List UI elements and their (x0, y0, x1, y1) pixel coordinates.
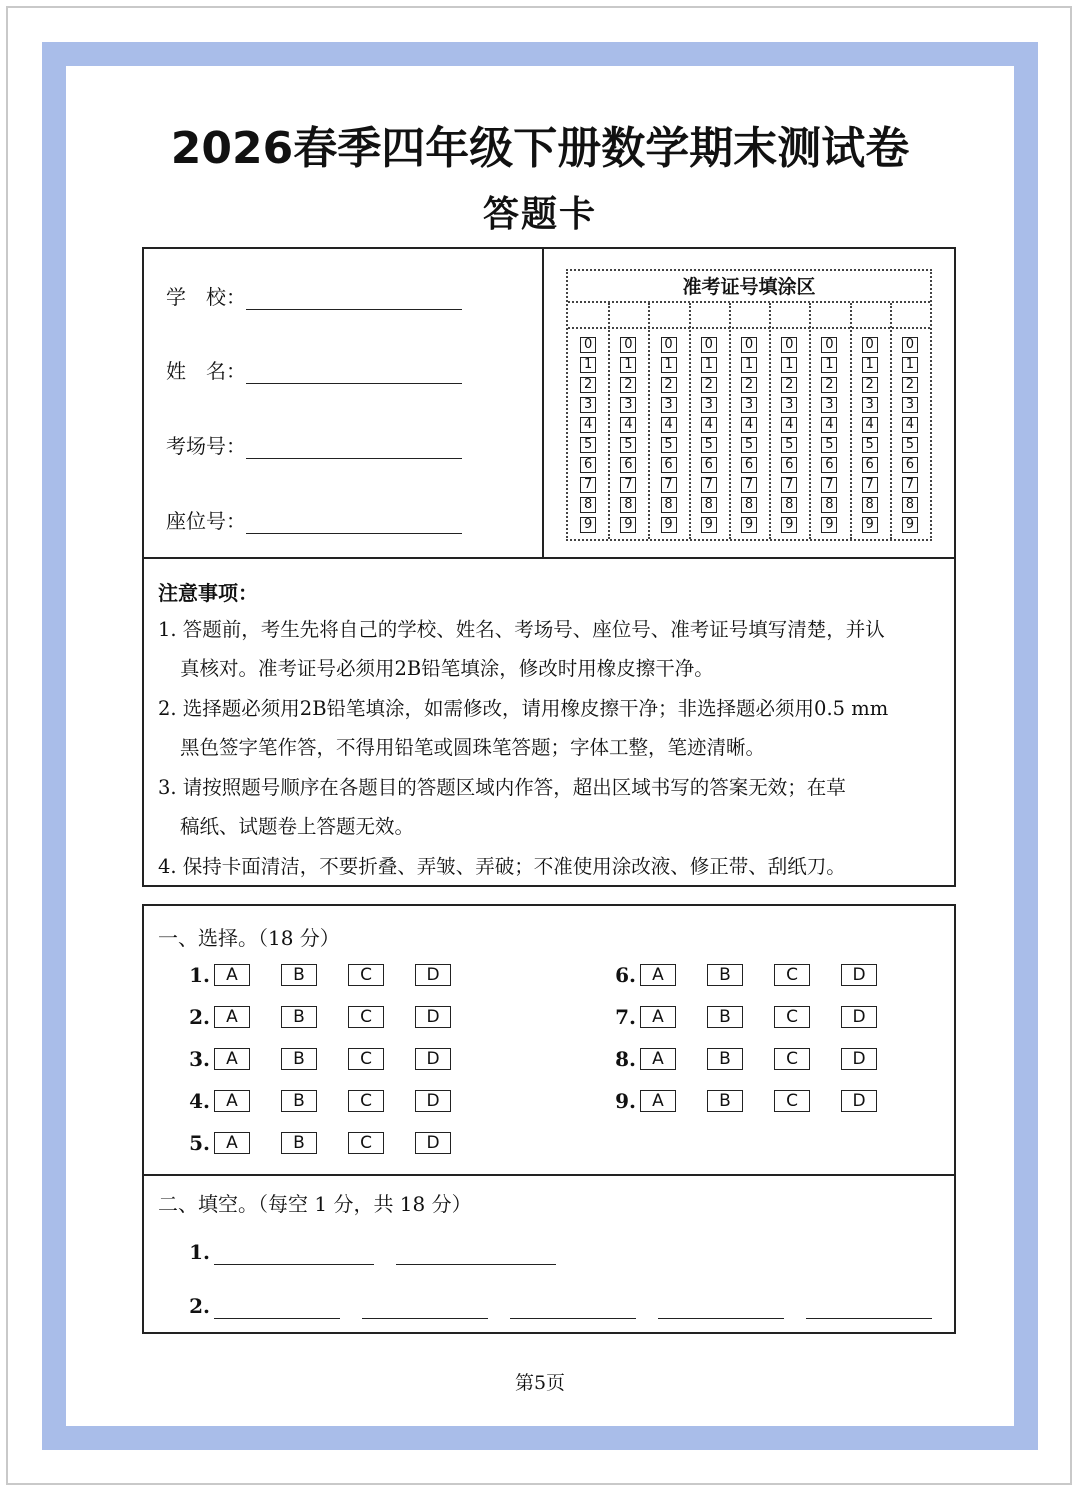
ticket-digit-bubble[interactable]: 0 (902, 337, 918, 353)
ticket-digit-bubble[interactable]: 1 (902, 357, 918, 373)
choice-option-d-bubble[interactable]: D (415, 1132, 451, 1154)
ticket-digit-bubble[interactable]: 7 (902, 477, 918, 493)
student-info-box (142, 247, 956, 559)
choice-question-number: 9. (615, 1089, 636, 1113)
school-field[interactable] (166, 281, 462, 310)
ticket-digit-bubble[interactable]: 5 (661, 437, 677, 453)
ticket-digit-bubble[interactable]: 2 (862, 377, 878, 393)
ticket-digit-bubble[interactable]: 0 (741, 337, 757, 353)
seat-field[interactable] (166, 505, 462, 534)
ticket-digit-bubble[interactable]: 6 (620, 457, 636, 473)
choice-option-d-bubble[interactable]: D (841, 1090, 877, 1112)
ticket-number-grid (566, 269, 932, 541)
ticket-digit-bubble[interactable]: 5 (902, 437, 918, 453)
name-field[interactable] (166, 355, 462, 384)
ticket-digit-bubble[interactable]: 5 (701, 437, 717, 453)
ticket-digit-bubble[interactable]: 9 (620, 517, 636, 533)
ticket-digit-bubble[interactable]: 8 (862, 497, 878, 513)
exam-room-field[interactable] (166, 430, 462, 459)
ticket-digit-bubble[interactable]: 7 (821, 477, 837, 493)
ticket-digit-bubble[interactable]: 8 (661, 497, 677, 513)
ticket-digit-bubble[interactable]: 6 (661, 457, 677, 473)
note-line: 1. 答题前，考生先将自己的学校、姓名、考场号、座位号、准考证号填写清楚，并认 (158, 618, 885, 641)
exam-room-label: 考场号： (166, 434, 246, 458)
choice-option-a-bubble[interactable]: A (640, 964, 676, 986)
choice-option-d-bubble[interactable]: D (415, 964, 451, 986)
ticket-digit-bubble[interactable]: 7 (620, 477, 636, 493)
ticket-column-divider (850, 303, 852, 539)
ticket-digit-bubble[interactable]: 0 (620, 337, 636, 353)
choice-option-b-bubble[interactable]: B (707, 964, 743, 986)
ticket-column-divider (608, 303, 610, 539)
ticket-digit-bubble[interactable]: 8 (902, 497, 918, 513)
ticket-digit-bubble[interactable]: 1 (862, 357, 878, 373)
ticket-digit-bubble[interactable]: 2 (741, 377, 757, 393)
ticket-digit-bubble[interactable]: 6 (701, 457, 717, 473)
school-input-line[interactable] (246, 285, 462, 310)
ticket-column-divider (890, 303, 892, 539)
ticket-digit-bubble[interactable]: 1 (701, 357, 717, 373)
ticket-digit-bubble[interactable]: 7 (781, 477, 797, 493)
choice-option-a-bubble[interactable]: A (214, 1048, 250, 1070)
ticket-digit-bubble[interactable]: 8 (821, 497, 837, 513)
choice-question-number: 5. (189, 1131, 210, 1155)
ticket-digit-bubble[interactable]: 7 (862, 477, 878, 493)
ticket-digit-bubble[interactable]: 9 (862, 517, 878, 533)
ticket-digit-bubble[interactable]: 4 (701, 417, 717, 433)
choice-option-a-bubble[interactable]: A (640, 1048, 676, 1070)
ticket-digit-bubble[interactable]: 9 (580, 517, 596, 533)
ticket-write-row[interactable] (568, 303, 930, 329)
answers-box (142, 904, 956, 1334)
ticket-digit-bubble[interactable]: 6 (821, 457, 837, 473)
choice-question-number: 4. (189, 1089, 210, 1113)
ticket-digit-bubble[interactable]: 5 (580, 437, 596, 453)
fill-blank-line[interactable] (362, 1316, 488, 1319)
ticket-digit-bubble[interactable]: 5 (821, 437, 837, 453)
ticket-digit-bubble[interactable]: 0 (580, 337, 596, 353)
ticket-digit-bubble[interactable]: 3 (580, 397, 596, 413)
choice-option-d-bubble[interactable]: D (415, 1048, 451, 1070)
choice-option-a-bubble[interactable]: A (640, 1090, 676, 1112)
choice-option-b-bubble[interactable]: B (281, 1132, 317, 1154)
choice-option-a-bubble[interactable]: A (640, 1006, 676, 1028)
ticket-digit-bubble[interactable]: 0 (821, 337, 837, 353)
ticket-digit-bubble[interactable]: 2 (661, 377, 677, 393)
section-divider (144, 1174, 954, 1176)
choice-option-c-bubble[interactable]: C (348, 1132, 384, 1154)
ticket-column-divider (809, 303, 811, 539)
ticket-digit-bubble[interactable]: 3 (620, 397, 636, 413)
seat-input-line[interactable] (246, 509, 462, 534)
ticket-digit-bubble[interactable]: 8 (701, 497, 717, 513)
choice-option-d-bubble[interactable]: D (841, 1006, 877, 1028)
choice-option-d-bubble[interactable]: D (841, 1048, 877, 1070)
note-line: 黑色签字笔作答，不得用铅笔或圆珠笔答题；字体工整，笔迹清晰。 (180, 736, 766, 759)
choice-question-number: 2. (189, 1005, 210, 1029)
note-line: 真核对。准考证号必须用2B铅笔填涂，修改时用橡皮擦干净。 (180, 657, 714, 680)
choice-option-d-bubble[interactable]: D (415, 1006, 451, 1028)
ticket-digit-bubble[interactable]: 3 (661, 397, 677, 413)
choice-option-b-bubble[interactable]: B (707, 1048, 743, 1070)
note-line: 3. 请按照题号顺序在各题目的答题区域内作答，超出区域书写的答案无效；在草 (158, 776, 846, 799)
fill-blank-line[interactable] (658, 1316, 784, 1319)
fill-blank-line[interactable] (510, 1316, 636, 1319)
choice-question-number: 6. (615, 963, 636, 987)
exam-title: 2026春季四年级下册数学期末测试卷 (170, 123, 910, 174)
ticket-digit-bubble[interactable]: 3 (741, 397, 757, 413)
ticket-digit-bubble[interactable]: 2 (701, 377, 717, 393)
section-fill-title: 二、填空。（每空 1 分，共 18 分） (158, 1192, 472, 1216)
ticket-digit-bubble[interactable]: 7 (701, 477, 717, 493)
ticket-digit-bubble[interactable]: 1 (741, 357, 757, 373)
ticket-digit-bubble[interactable]: 1 (620, 357, 636, 373)
choice-option-b-bubble[interactable]: B (281, 1048, 317, 1070)
choice-option-a-bubble[interactable]: A (214, 1006, 250, 1028)
notes-box (142, 557, 956, 887)
ticket-digit-bubble[interactable]: 6 (741, 457, 757, 473)
choice-option-a-bubble[interactable]: A (214, 1132, 250, 1154)
ticket-digit-bubble[interactable]: 2 (580, 377, 596, 393)
choice-option-d-bubble[interactable]: D (841, 964, 877, 986)
name-input-line[interactable] (246, 359, 462, 384)
ticket-digit-bubble[interactable]: 3 (781, 397, 797, 413)
choice-question-number: 1. (189, 963, 210, 987)
seat-label: 座位号： (166, 509, 246, 533)
ticket-digit-bubble[interactable]: 2 (781, 377, 797, 393)
choice-option-b-bubble[interactable]: B (281, 1006, 317, 1028)
choice-option-c-bubble[interactable]: C (774, 1048, 810, 1070)
ticket-digit-bubble[interactable]: 1 (821, 357, 837, 373)
ticket-digit-bubble[interactable]: 0 (781, 337, 797, 353)
ticket-digit-bubble[interactable]: 5 (862, 437, 878, 453)
ticket-digit-bubble[interactable]: 9 (821, 517, 837, 533)
choice-option-a-bubble[interactable]: A (214, 964, 250, 986)
ticket-column-divider (729, 303, 731, 539)
choice-option-b-bubble[interactable]: B (707, 1006, 743, 1028)
ticket-digit-bubble[interactable]: 3 (701, 397, 717, 413)
ticket-digit-bubble[interactable]: 3 (862, 397, 878, 413)
ticket-digit-bubble[interactable]: 9 (902, 517, 918, 533)
info-divider (542, 249, 544, 557)
fill-blank-line[interactable] (214, 1316, 340, 1319)
choice-option-c-bubble[interactable]: C (774, 964, 810, 986)
fill-question-number: 1. (189, 1240, 210, 1264)
ticket-digit-bubble[interactable]: 5 (781, 437, 797, 453)
ticket-digit-bubble[interactable]: 0 (862, 337, 878, 353)
ticket-digit-bubble[interactable]: 2 (821, 377, 837, 393)
ticket-digit-bubble[interactable]: 9 (781, 517, 797, 533)
ticket-digit-bubble[interactable]: 4 (661, 417, 677, 433)
choice-option-b-bubble[interactable]: B (707, 1090, 743, 1112)
ticket-digit-bubble[interactable]: 9 (701, 517, 717, 533)
section-choice-title: 一、选择。（18 分） (158, 926, 340, 950)
choice-option-c-bubble[interactable]: C (348, 964, 384, 986)
fill-blank-line[interactable] (214, 1262, 374, 1265)
ticket-digit-bubble[interactable]: 6 (862, 457, 878, 473)
ticket-digit-bubble[interactable]: 9 (661, 517, 677, 533)
ticket-digit-bubble[interactable]: 5 (620, 437, 636, 453)
ticket-digit-bubble[interactable]: 1 (580, 357, 596, 373)
ticket-column-divider (769, 303, 771, 539)
ticket-digit-bubble[interactable]: 4 (580, 417, 596, 433)
fill-blank-line[interactable] (396, 1262, 556, 1265)
ticket-digit-bubble[interactable]: 7 (580, 477, 596, 493)
ticket-digit-bubble[interactable]: 2 (620, 377, 636, 393)
ticket-digit-bubble[interactable]: 5 (741, 437, 757, 453)
ticket-digit-bubble[interactable]: 8 (741, 497, 757, 513)
ticket-digit-bubble[interactable]: 4 (741, 417, 757, 433)
choice-option-c-bubble[interactable]: C (774, 1090, 810, 1112)
ticket-digit-bubble[interactable]: 4 (902, 417, 918, 433)
ticket-digit-bubble[interactable]: 1 (661, 357, 677, 373)
ticket-digit-bubble[interactable]: 3 (902, 397, 918, 413)
ticket-digit-bubble[interactable]: 1 (781, 357, 797, 373)
choice-option-a-bubble[interactable]: A (214, 1090, 250, 1112)
note-line: 稿纸、试题卷上答题无效。 (180, 815, 415, 838)
ticket-digit-bubble[interactable]: 0 (661, 337, 677, 353)
fill-question-number: 2. (189, 1294, 210, 1318)
exam-room-input-line[interactable] (246, 434, 462, 459)
choice-question-number: 3. (189, 1047, 210, 1071)
choice-option-b-bubble[interactable]: B (281, 1090, 317, 1112)
ticket-grid-title: 准考证号填涂区 (568, 271, 930, 303)
ticket-digit-bubble[interactable]: 8 (620, 497, 636, 513)
ticket-digit-bubble[interactable]: 4 (862, 417, 878, 433)
ticket-digit-bubble[interactable]: 4 (620, 417, 636, 433)
answer-card-subtitle: 答题卡 (482, 194, 597, 235)
ticket-digit-bubble[interactable]: 3 (821, 397, 837, 413)
ticket-digit-bubble[interactable]: 8 (781, 497, 797, 513)
ticket-column-divider (648, 303, 650, 539)
ticket-digit-bubble[interactable]: 2 (902, 377, 918, 393)
ticket-digit-bubble[interactable]: 4 (821, 417, 837, 433)
ticket-digit-bubble[interactable]: 0 (701, 337, 717, 353)
ticket-digit-bubble[interactable]: 6 (781, 457, 797, 473)
choice-option-c-bubble[interactable]: C (348, 1048, 384, 1070)
ticket-digit-bubble[interactable]: 6 (902, 457, 918, 473)
name-label: 姓 名： (166, 359, 246, 383)
ticket-digit-bubble[interactable]: 8 (580, 497, 596, 513)
ticket-column-divider (689, 303, 691, 539)
notes-title: 注意事项： (158, 581, 258, 605)
ticket-digit-bubble[interactable]: 7 (661, 477, 677, 493)
choice-question-number: 8. (615, 1047, 636, 1071)
choice-option-c-bubble[interactable]: C (348, 1090, 384, 1112)
ticket-digit-bubble[interactable]: 4 (781, 417, 797, 433)
choice-option-d-bubble[interactable]: D (415, 1090, 451, 1112)
fill-blank-line[interactable] (806, 1316, 932, 1319)
ticket-digit-bubble[interactable]: 7 (741, 477, 757, 493)
choice-option-c-bubble[interactable]: C (348, 1006, 384, 1028)
ticket-digit-bubble[interactable]: 9 (741, 517, 757, 533)
choice-option-c-bubble[interactable]: C (774, 1006, 810, 1028)
page-number: 第5页 (514, 1372, 566, 1394)
ticket-digit-bubble[interactable]: 6 (580, 457, 596, 473)
school-label: 学 校： (166, 285, 246, 309)
choice-question-number: 7. (615, 1005, 636, 1029)
note-line: 2. 选择题必须用2B铅笔填涂，如需修改，请用橡皮擦干净；非选择题必须用0.5 mm (158, 697, 889, 720)
choice-option-b-bubble[interactable]: B (281, 964, 317, 986)
note-line: 4. 保持卡面清洁，不要折叠、弄皱、弄破；不准使用涂改液、修正带、刮纸刀。 (158, 855, 846, 878)
